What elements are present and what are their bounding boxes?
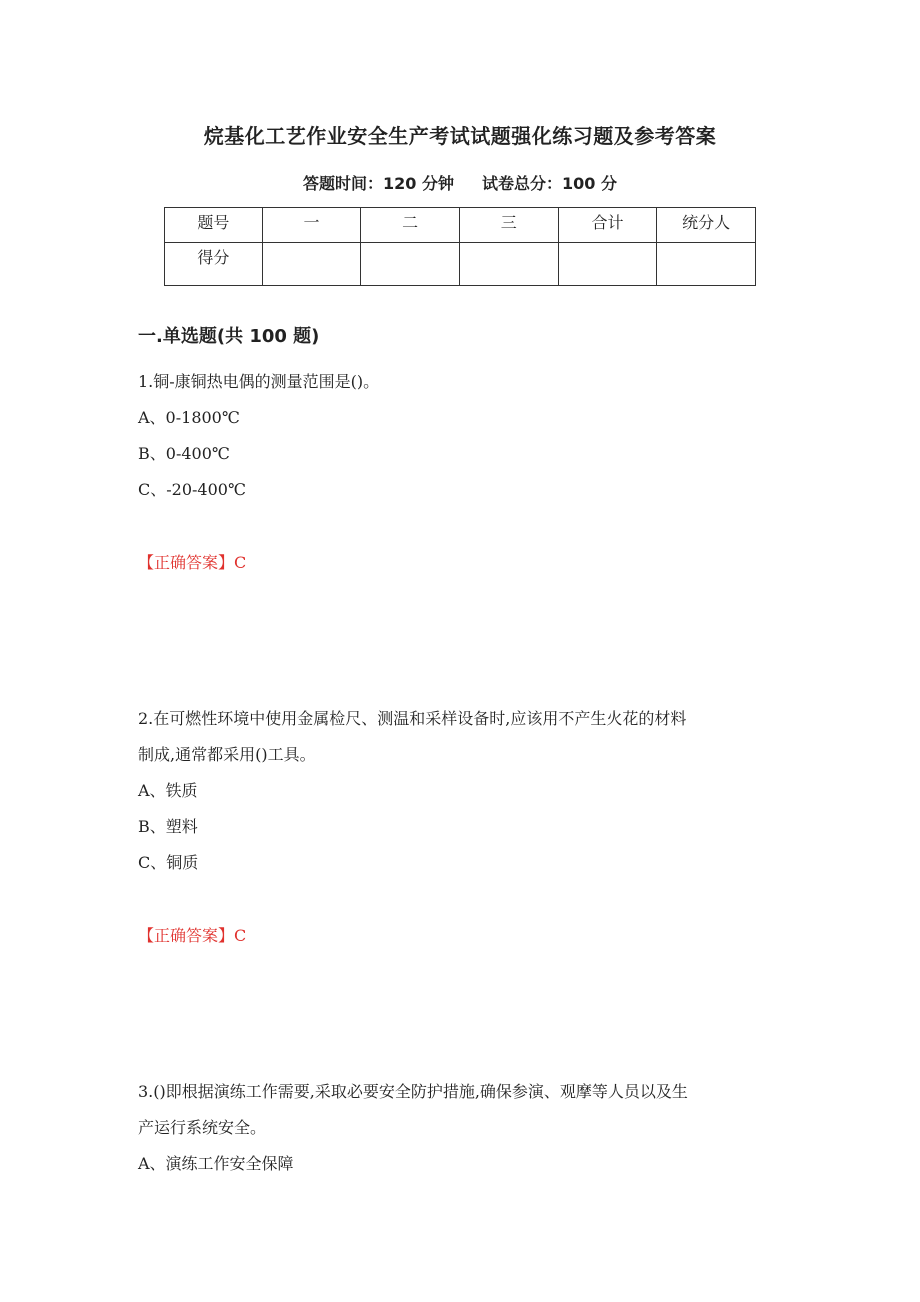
score-table-cell: 二 xyxy=(361,208,460,243)
question-option: A、演练工作安全保障 xyxy=(138,1154,294,1173)
correct-answer-label: 【正确答案】 xyxy=(138,926,235,945)
question-stem: 产运行系统安全。 xyxy=(138,1118,267,1137)
score-table-cell: 一 xyxy=(262,208,361,243)
correct-answer-value: C xyxy=(234,926,247,945)
score-table-header-row xyxy=(165,208,756,243)
score-table-empty-cell xyxy=(361,243,460,286)
correct-answer-value: C xyxy=(234,553,247,572)
score-table-cell: 题号 xyxy=(165,208,263,243)
correct-answer-label: 【正确答案】 xyxy=(138,553,235,572)
exam-total-score: 试卷总分：100 分 xyxy=(482,174,617,193)
question-stem: 制成,通常都采用()工具。 xyxy=(138,745,316,764)
exam-info xyxy=(0,171,920,194)
question-stem: 1.铜-康铜热电偶的测量范围是()。 xyxy=(138,372,380,391)
question-option: C、铜质 xyxy=(138,853,199,872)
question-option: C、-20-400℃ xyxy=(138,480,246,499)
score-table-cell: 得分 xyxy=(165,243,263,286)
question-option: A、铁质 xyxy=(138,781,198,800)
correct-answer xyxy=(138,550,246,573)
document-title: 烷基化工艺作业安全生产考试试题强化练习题及参考答案 xyxy=(203,124,717,148)
question-option: B、塑料 xyxy=(138,817,198,836)
score-table-cell: 三 xyxy=(459,208,558,243)
score-table xyxy=(164,207,756,286)
score-table-score-row xyxy=(165,243,756,286)
score-table-empty-cell xyxy=(657,243,756,286)
correct-answer xyxy=(138,923,246,946)
question-option: B、0-400℃ xyxy=(138,444,230,463)
section-title: 一.单选题(共 100 题) xyxy=(138,326,320,347)
score-table-cell: 合计 xyxy=(558,208,657,243)
question-stem: 3.()即根据演练工作需要,采取必要安全防护措施,确保参演、观摩等人员以及生 xyxy=(138,1082,688,1101)
score-table-empty-cell xyxy=(459,243,558,286)
score-table-empty-cell xyxy=(262,243,361,286)
question-stem: 2.在可燃性环境中使用金属检尺、测温和采样设备时,应该用不产生火花的材料 xyxy=(138,709,687,728)
exam-duration: 答题时间：120 分钟 xyxy=(303,174,454,193)
score-table-cell: 统分人 xyxy=(657,208,756,243)
question-option: A、0-1800℃ xyxy=(138,408,240,427)
score-table-empty-cell xyxy=(558,243,657,286)
